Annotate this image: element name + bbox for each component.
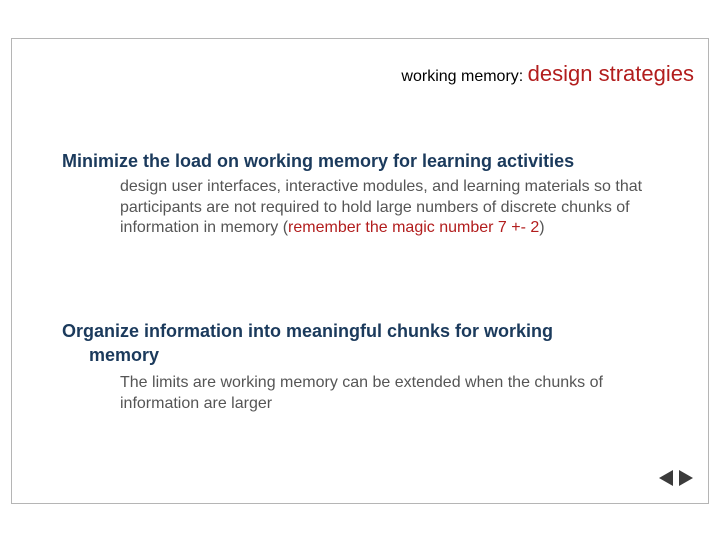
section-1-body bbox=[120, 177, 680, 239]
slide-title bbox=[401, 61, 694, 87]
triangle-right-icon[interactable] bbox=[677, 469, 695, 487]
section-2-heading-line2: memory bbox=[89, 345, 160, 365]
section-2-heading-line1: Organize information into meaningful chunks for working bbox=[62, 321, 554, 341]
slide-title-main: design strategies bbox=[527, 61, 694, 86]
triangle-left-icon[interactable] bbox=[657, 469, 675, 487]
section-1-highlight: remember the magic number 7 +- 2 bbox=[288, 219, 540, 236]
section-1-heading: Minimize the load on working memory for learning activities bbox=[62, 151, 575, 171]
section-1-body-text: design user interfaces, interactive modules, and learning materials so that participants are not required to hold large numbers of discrete chunks of information in memory ( bbox=[120, 178, 643, 236]
slide-navigation bbox=[657, 469, 695, 487]
section-2-heading bbox=[62, 319, 553, 367]
section-2-body: The limits are working memory can be extended when the chunks of information are larger bbox=[120, 374, 603, 412]
section-1-body-close: ) bbox=[539, 219, 545, 236]
slide-frame bbox=[11, 38, 709, 504]
slide-title-prefix: working memory: bbox=[401, 68, 528, 85]
